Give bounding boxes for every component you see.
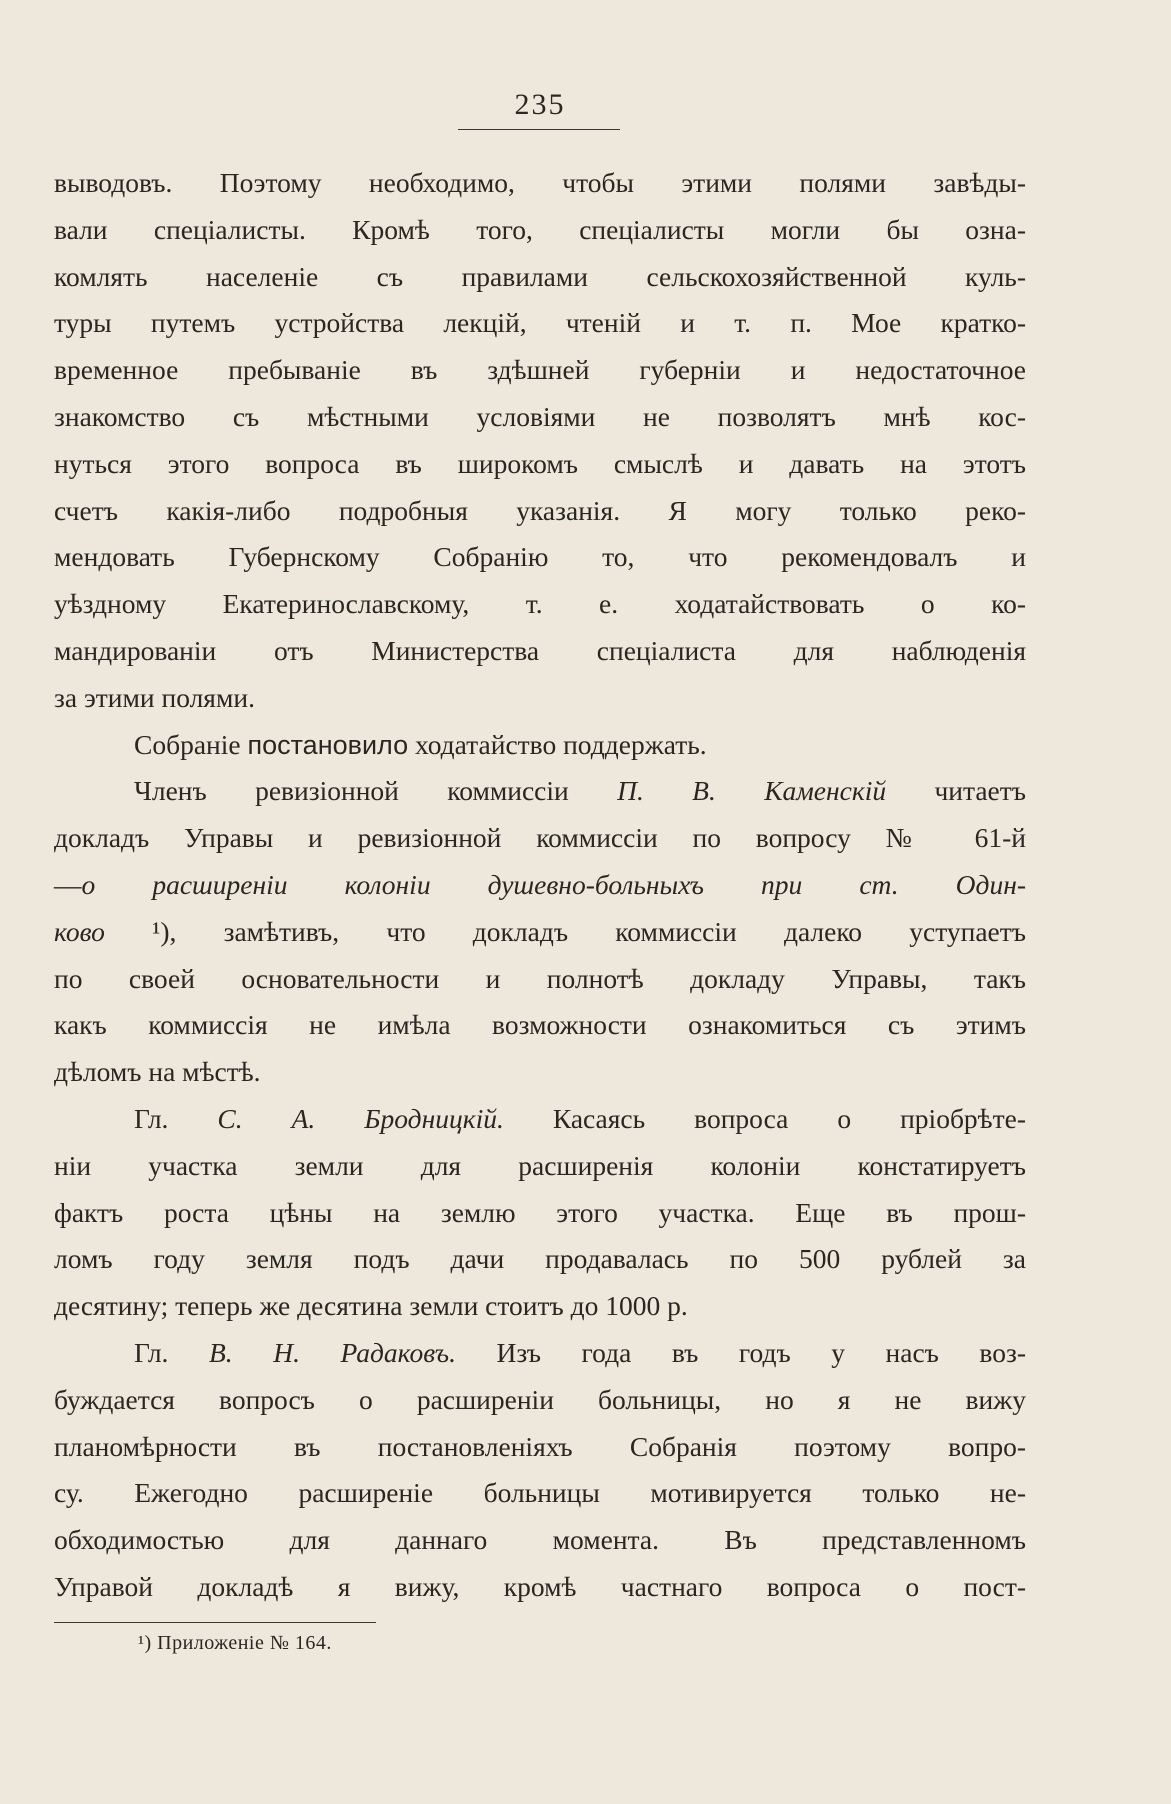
text-line bbox=[54, 1377, 1026, 1424]
text-line bbox=[54, 1424, 1026, 1471]
text-span: фактъ роста цѣны на землю этого участка. Еще въ прош- bbox=[54, 1196, 1026, 1228]
text-span: ково bbox=[54, 915, 105, 947]
text-span: мандированіи отъ Министерства спеціалиста для наблюденія bbox=[54, 634, 1026, 666]
text-line bbox=[54, 581, 1026, 628]
text-span: Членъ ревизіонной коммиссіи bbox=[134, 775, 618, 807]
text-span: десятину; теперь же десятина земли стоитъ до 1000 р. bbox=[54, 1290, 688, 1322]
text-span: Собраніе bbox=[134, 728, 248, 760]
text-span: вали спеціалисты. Кромѣ того, спеціалисты могли бы озна- bbox=[54, 213, 1026, 245]
text-span: комлять населеніе съ правилами сельскохозяйственной куль- bbox=[54, 260, 1026, 292]
page-number: 235 bbox=[514, 88, 566, 121]
text-line bbox=[54, 1143, 1026, 1190]
text-span: Изъ года въ годъ у насъ воз- bbox=[455, 1336, 1026, 1368]
text-span: постановило bbox=[247, 729, 409, 760]
text-line bbox=[54, 1096, 1026, 1143]
text-span: ¹), замѣтивъ, что докладъ коммиссіи далеко уступаетъ bbox=[104, 915, 1026, 947]
text-span: обходимостью для даннаго момента. Въ представленномъ bbox=[54, 1524, 1026, 1556]
text-line bbox=[54, 1002, 1026, 1049]
text-line bbox=[54, 1049, 1026, 1096]
header-rule bbox=[458, 129, 620, 130]
text-span: планомѣрности въ постановленіяхъ Собранія поэтому вопро- bbox=[54, 1430, 1026, 1462]
text-line bbox=[54, 1470, 1026, 1517]
text-line bbox=[54, 160, 1026, 207]
text-span: по своей основательности и полнотѣ докладу Управы, такъ bbox=[54, 962, 1026, 994]
text-line bbox=[54, 254, 1026, 301]
text-span: знакомство съ мѣстными условіями не позволятъ мнѣ кос- bbox=[54, 400, 1026, 432]
text-span: счетъ какія-либо подробныя указанія. Я могу только реко- bbox=[54, 494, 1026, 526]
text-span: Управой докладѣ я вижу, кромѣ частнаго вопроса о пост- bbox=[54, 1570, 1026, 1602]
text-span: ходатайство поддержать. bbox=[408, 728, 707, 760]
text-span: — bbox=[54, 868, 82, 900]
text-line bbox=[54, 1564, 1026, 1611]
body-text bbox=[54, 160, 1026, 1611]
text-line bbox=[54, 768, 1026, 815]
text-span: дѣломъ на мѣстѣ. bbox=[54, 1056, 261, 1088]
text-span: выводовъ. Поэтому необходимо, чтобы этими полями завѣды- bbox=[54, 167, 1026, 198]
text-line bbox=[54, 441, 1026, 488]
footnote-rule bbox=[54, 1622, 376, 1623]
text-line bbox=[54, 1330, 1026, 1377]
text-line bbox=[54, 207, 1026, 254]
text-span: какъ коммиссія не имѣла возможности ознакомиться съ этимъ bbox=[54, 1009, 1026, 1041]
text-line bbox=[54, 722, 1026, 769]
text-line bbox=[54, 1236, 1026, 1283]
text-line bbox=[54, 300, 1026, 347]
text-span: за этими полями. bbox=[54, 681, 255, 713]
text-line bbox=[54, 488, 1026, 535]
text-line bbox=[54, 862, 1026, 909]
text-span: уѣздному Екатеринославскому, т. е. ходатайствовать о ко- bbox=[54, 588, 1026, 620]
text-span: су. Ежегодно расширеніе больницы мотивируется только не- bbox=[54, 1477, 1026, 1509]
text-line bbox=[54, 1190, 1026, 1237]
text-span: ніи участка земли для расширенія колоніи констатируетъ bbox=[54, 1149, 1026, 1181]
footnote: ¹) Приложеніе № 164. bbox=[138, 1632, 332, 1654]
text-span: мендовать Губернскому Собранію то, что рекомендовалъ и bbox=[54, 541, 1026, 573]
text-line bbox=[54, 394, 1026, 441]
text-span: В. Н. Радаковъ. bbox=[208, 1336, 456, 1368]
text-span: буждается вопросъ о расширеніи больницы, но я не вижу bbox=[54, 1383, 1026, 1415]
text-line bbox=[54, 628, 1026, 675]
text-span: ломъ году земля подъ дачи продавалась по 500 рублей за bbox=[54, 1243, 1026, 1275]
text-line bbox=[54, 815, 1026, 862]
text-line bbox=[54, 675, 1026, 722]
text-span: туры путемъ устройства лекцій, чтеній и т. п. Мое кратко- bbox=[54, 307, 1026, 339]
text-span: докладъ Управы и ревизіонной коммиссіи по вопросу № 61-й bbox=[54, 822, 1026, 854]
text-line bbox=[54, 956, 1026, 1003]
text-line bbox=[54, 1517, 1026, 1564]
text-line bbox=[54, 534, 1026, 581]
text-span: читаетъ bbox=[886, 775, 1026, 807]
text-span: Гл. bbox=[134, 1336, 209, 1368]
text-span: временное пребываніе въ здѣшней губерніи и недостаточное bbox=[54, 354, 1026, 386]
text-line bbox=[54, 909, 1026, 956]
text-span: С. А. Бродницкій. bbox=[217, 1102, 504, 1134]
text-span: Гл. bbox=[134, 1102, 218, 1134]
text-span: Касаясь вопроса о пріобрѣте- bbox=[503, 1102, 1026, 1134]
text-line bbox=[54, 347, 1026, 394]
text-span: нуться этого вопроса въ широкомъ смыслѣ и давать на этотъ bbox=[54, 447, 1026, 479]
text-line bbox=[54, 1283, 1026, 1330]
text-span: о расширеніи колоніи душевно-больныхъ при ст. Один- bbox=[81, 868, 1026, 900]
text-span: П. В. Каменскій bbox=[617, 775, 887, 807]
